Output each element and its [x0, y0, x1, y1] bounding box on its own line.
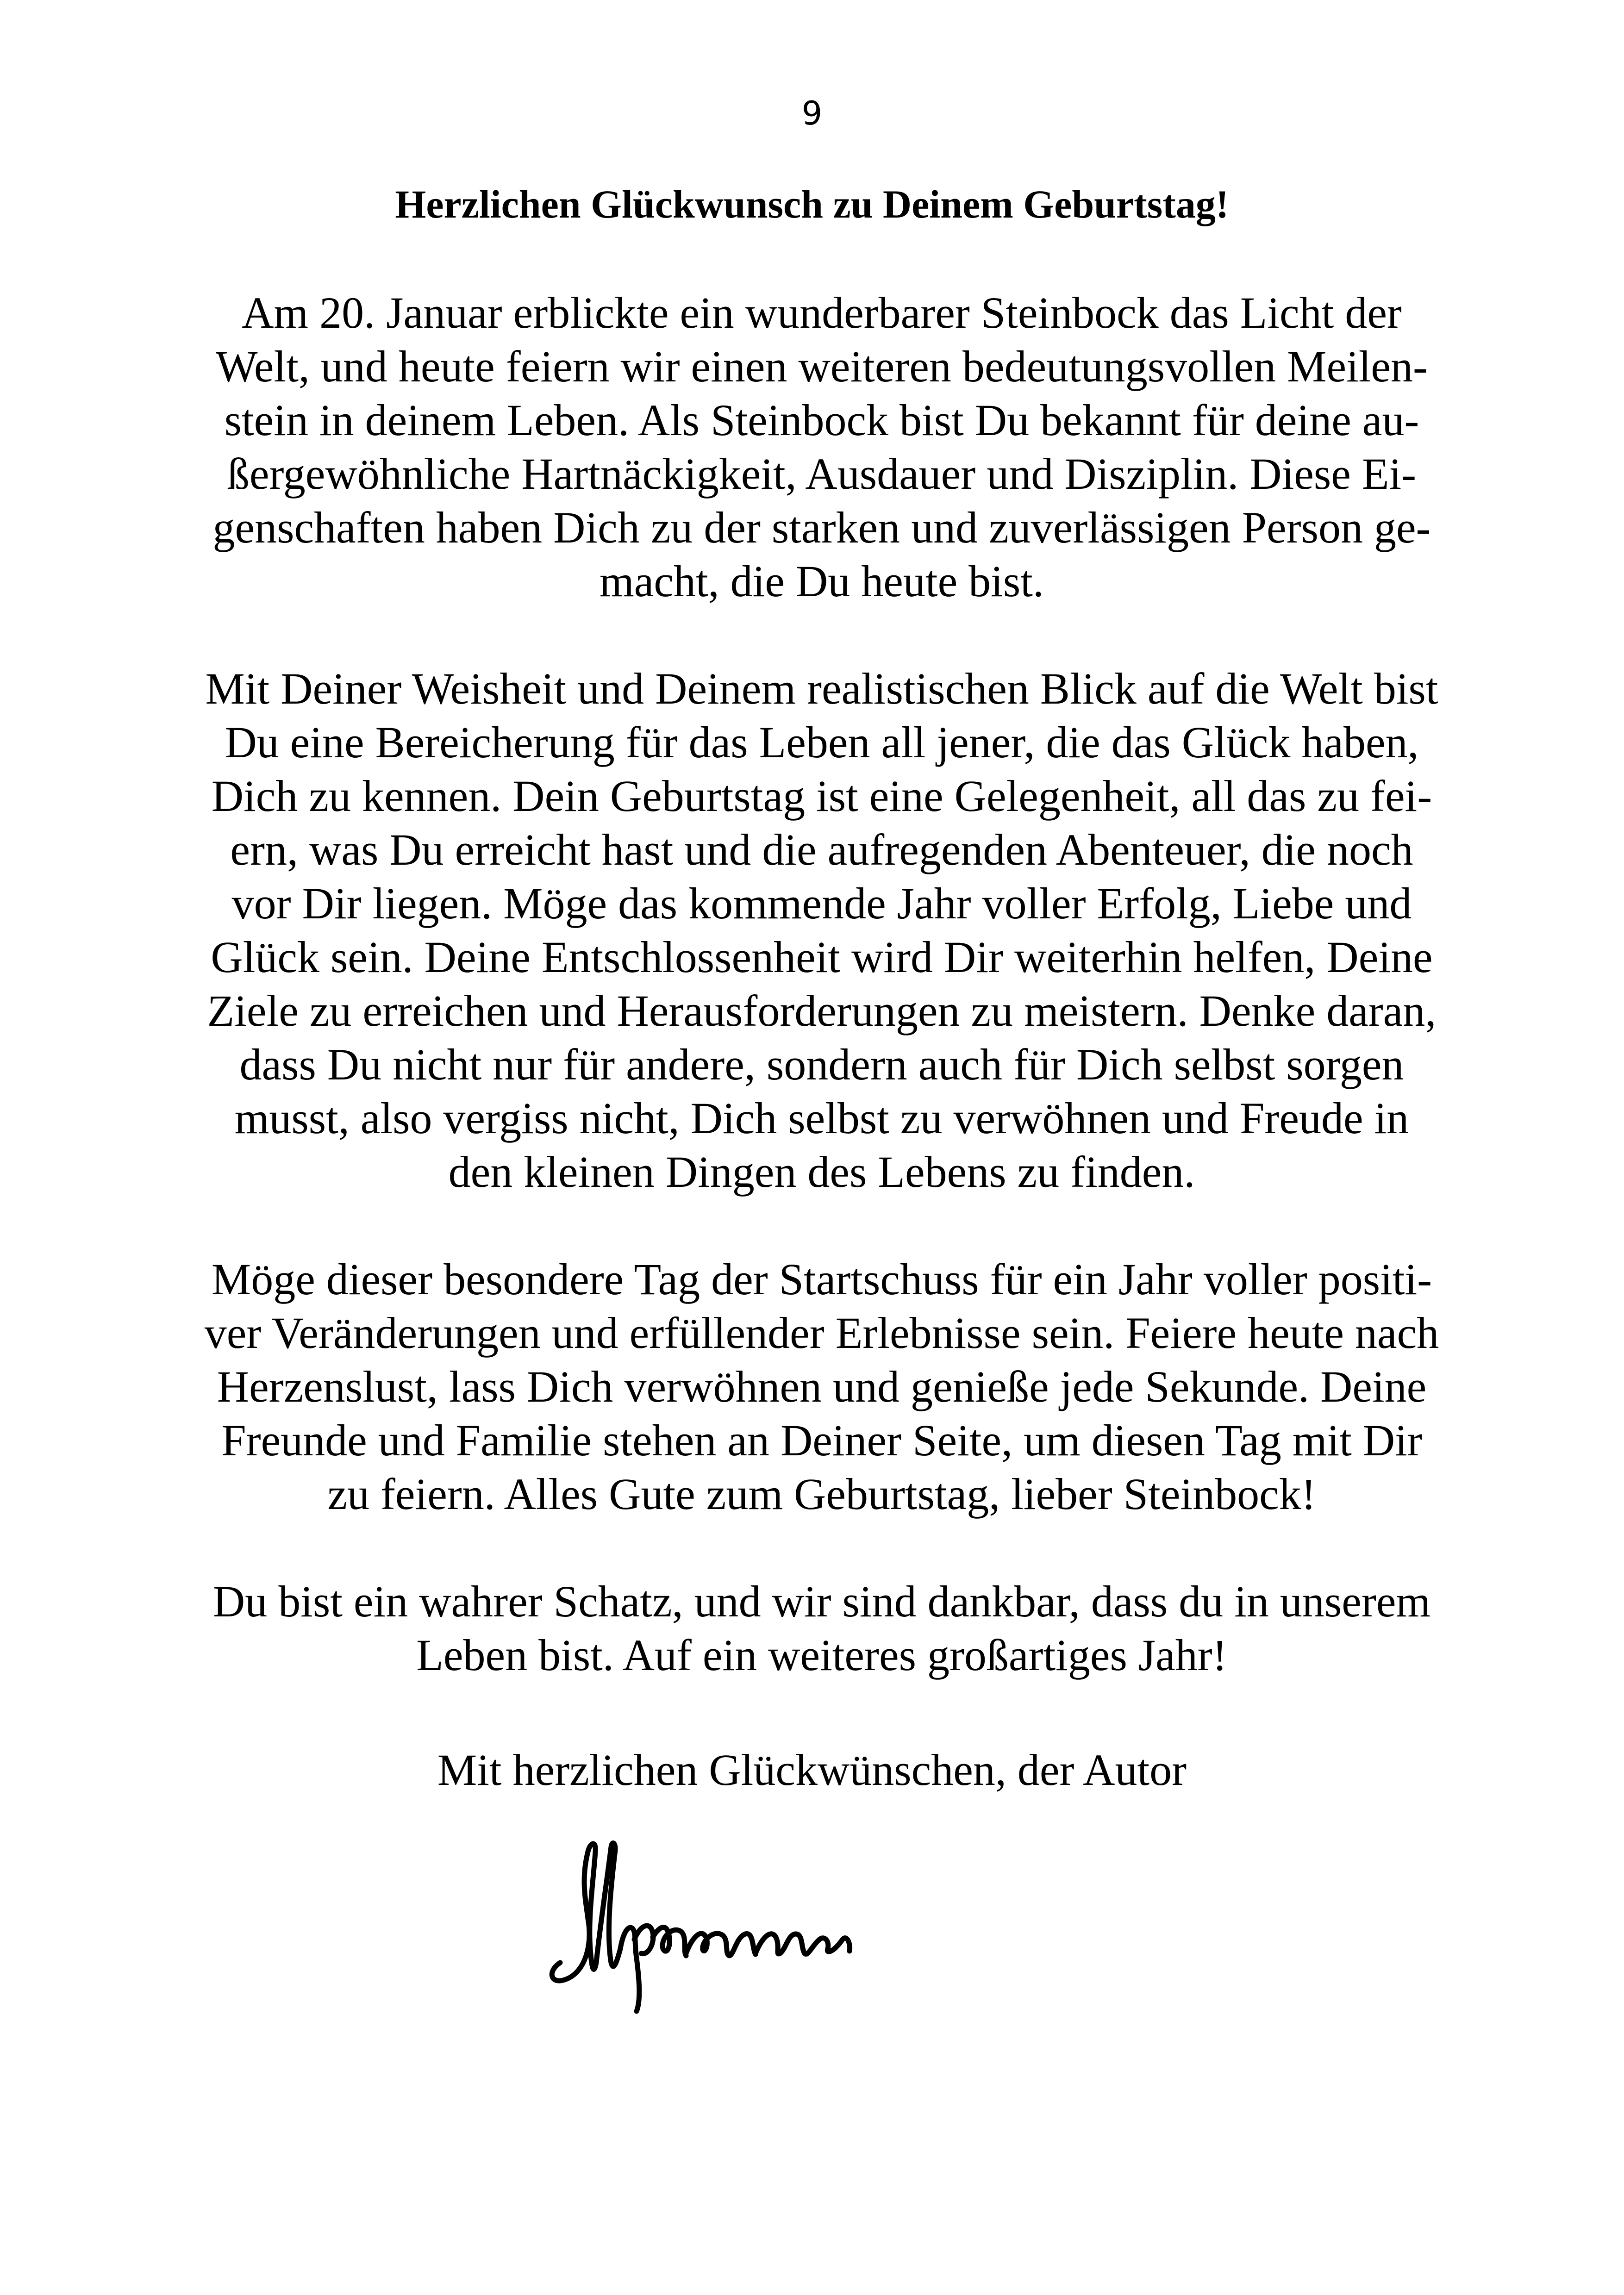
paragraph-line: ver Veränderungen und erfüllender Erlebnisse sein. Feiere heute nach — [204, 1308, 1439, 1358]
letter-heading: Herzlichen Glückwunsch zu Deinem Geburtstag! — [395, 182, 1229, 226]
paragraph-line: zu feiern. Alles Gute zum Geburtstag, lieber Steinbock! — [327, 1469, 1316, 1519]
paragraph-line: Möge dieser besondere Tag der Startschuss für ein Jahr voller positi- — [211, 1254, 1432, 1304]
paragraph-line: Dich zu kennen. Dein Geburtstag ist eine Gelegenheit, all das zu fei- — [211, 771, 1432, 821]
paragraph-line: Mit Deiner Weisheit und Deinem realistischen Blick auf die Welt bist — [205, 664, 1438, 713]
paragraph-line: dass Du nicht nur für andere, sondern auch für Dich selbst sorgen — [239, 1040, 1404, 1089]
paragraph-celebration — [93, 1253, 1551, 1521]
paragraph-line: Du bist ein wahrer Schatz, und wir sind dankbar, dass du in unserem — [212, 1577, 1431, 1626]
paragraph-line: macht, die Du heute bist. — [600, 556, 1044, 606]
paragraph-line: Herzenslust, lass Dich verwöhnen und genieße jede Sekunde. Deine — [217, 1362, 1427, 1411]
paragraph-treasure — [93, 1575, 1551, 1682]
paragraph-line: Am 20. Januar erblickte ein wunderbarer Steinbock das Licht der — [242, 288, 1402, 337]
paragraph-line: den kleinen Dingen des Lebens zu finden. — [448, 1147, 1195, 1197]
closing-line: Mit herzlichen Glückwünschen, der Autor — [437, 1745, 1187, 1795]
paragraph-line: Du eine Bereicherung für das Leben all jener, die das Glück haben, — [225, 717, 1419, 767]
page-number: 9 — [801, 94, 823, 132]
paragraph-line: Leben bist. Auf ein weiteres großartiges Jahr! — [416, 1630, 1227, 1680]
paragraph-line: Welt, und heute feiern wir einen weiteren bedeutungsvollen Meilen- — [215, 342, 1428, 391]
paragraph-line: Freunde und Familie stehen an Deiner Seite, um diesen Tag mit Dir — [221, 1416, 1422, 1465]
paragraph-line: Ziele zu erreichen und Herausforderungen zu meistern. Denke daran, — [207, 986, 1437, 1035]
paragraph-line: musst, also vergiss nicht, Dich selbst zu verwöhnen und Freude in — [234, 1093, 1409, 1143]
paragraph-intro — [93, 286, 1551, 608]
paragraph-line: ßergewöhnliche Hartnäckigkeit, Ausdauer und Disziplin. Diese Ei- — [227, 449, 1417, 499]
paragraph-line: vor Dir liegen. Möge das kommende Jahr voller Erfolg, Liebe und — [231, 879, 1412, 928]
paragraph-line: Glück sein. Deine Entschlossenheit wird Dir weiterhin helfen, Deine — [211, 932, 1433, 982]
paragraph-wishes — [93, 662, 1551, 1199]
paragraph-line: genschaften haben Dich zu der starken und zuverlässigen Person ge- — [212, 503, 1431, 552]
paragraph-line: ern, was Du erreicht hast und die aufregenden Abenteuer, die noch — [230, 825, 1413, 874]
signature-icon — [542, 1824, 875, 2018]
paragraph-line: stein in deinem Leben. Als Steinbock bist Du bekannt für deine au- — [224, 395, 1419, 445]
